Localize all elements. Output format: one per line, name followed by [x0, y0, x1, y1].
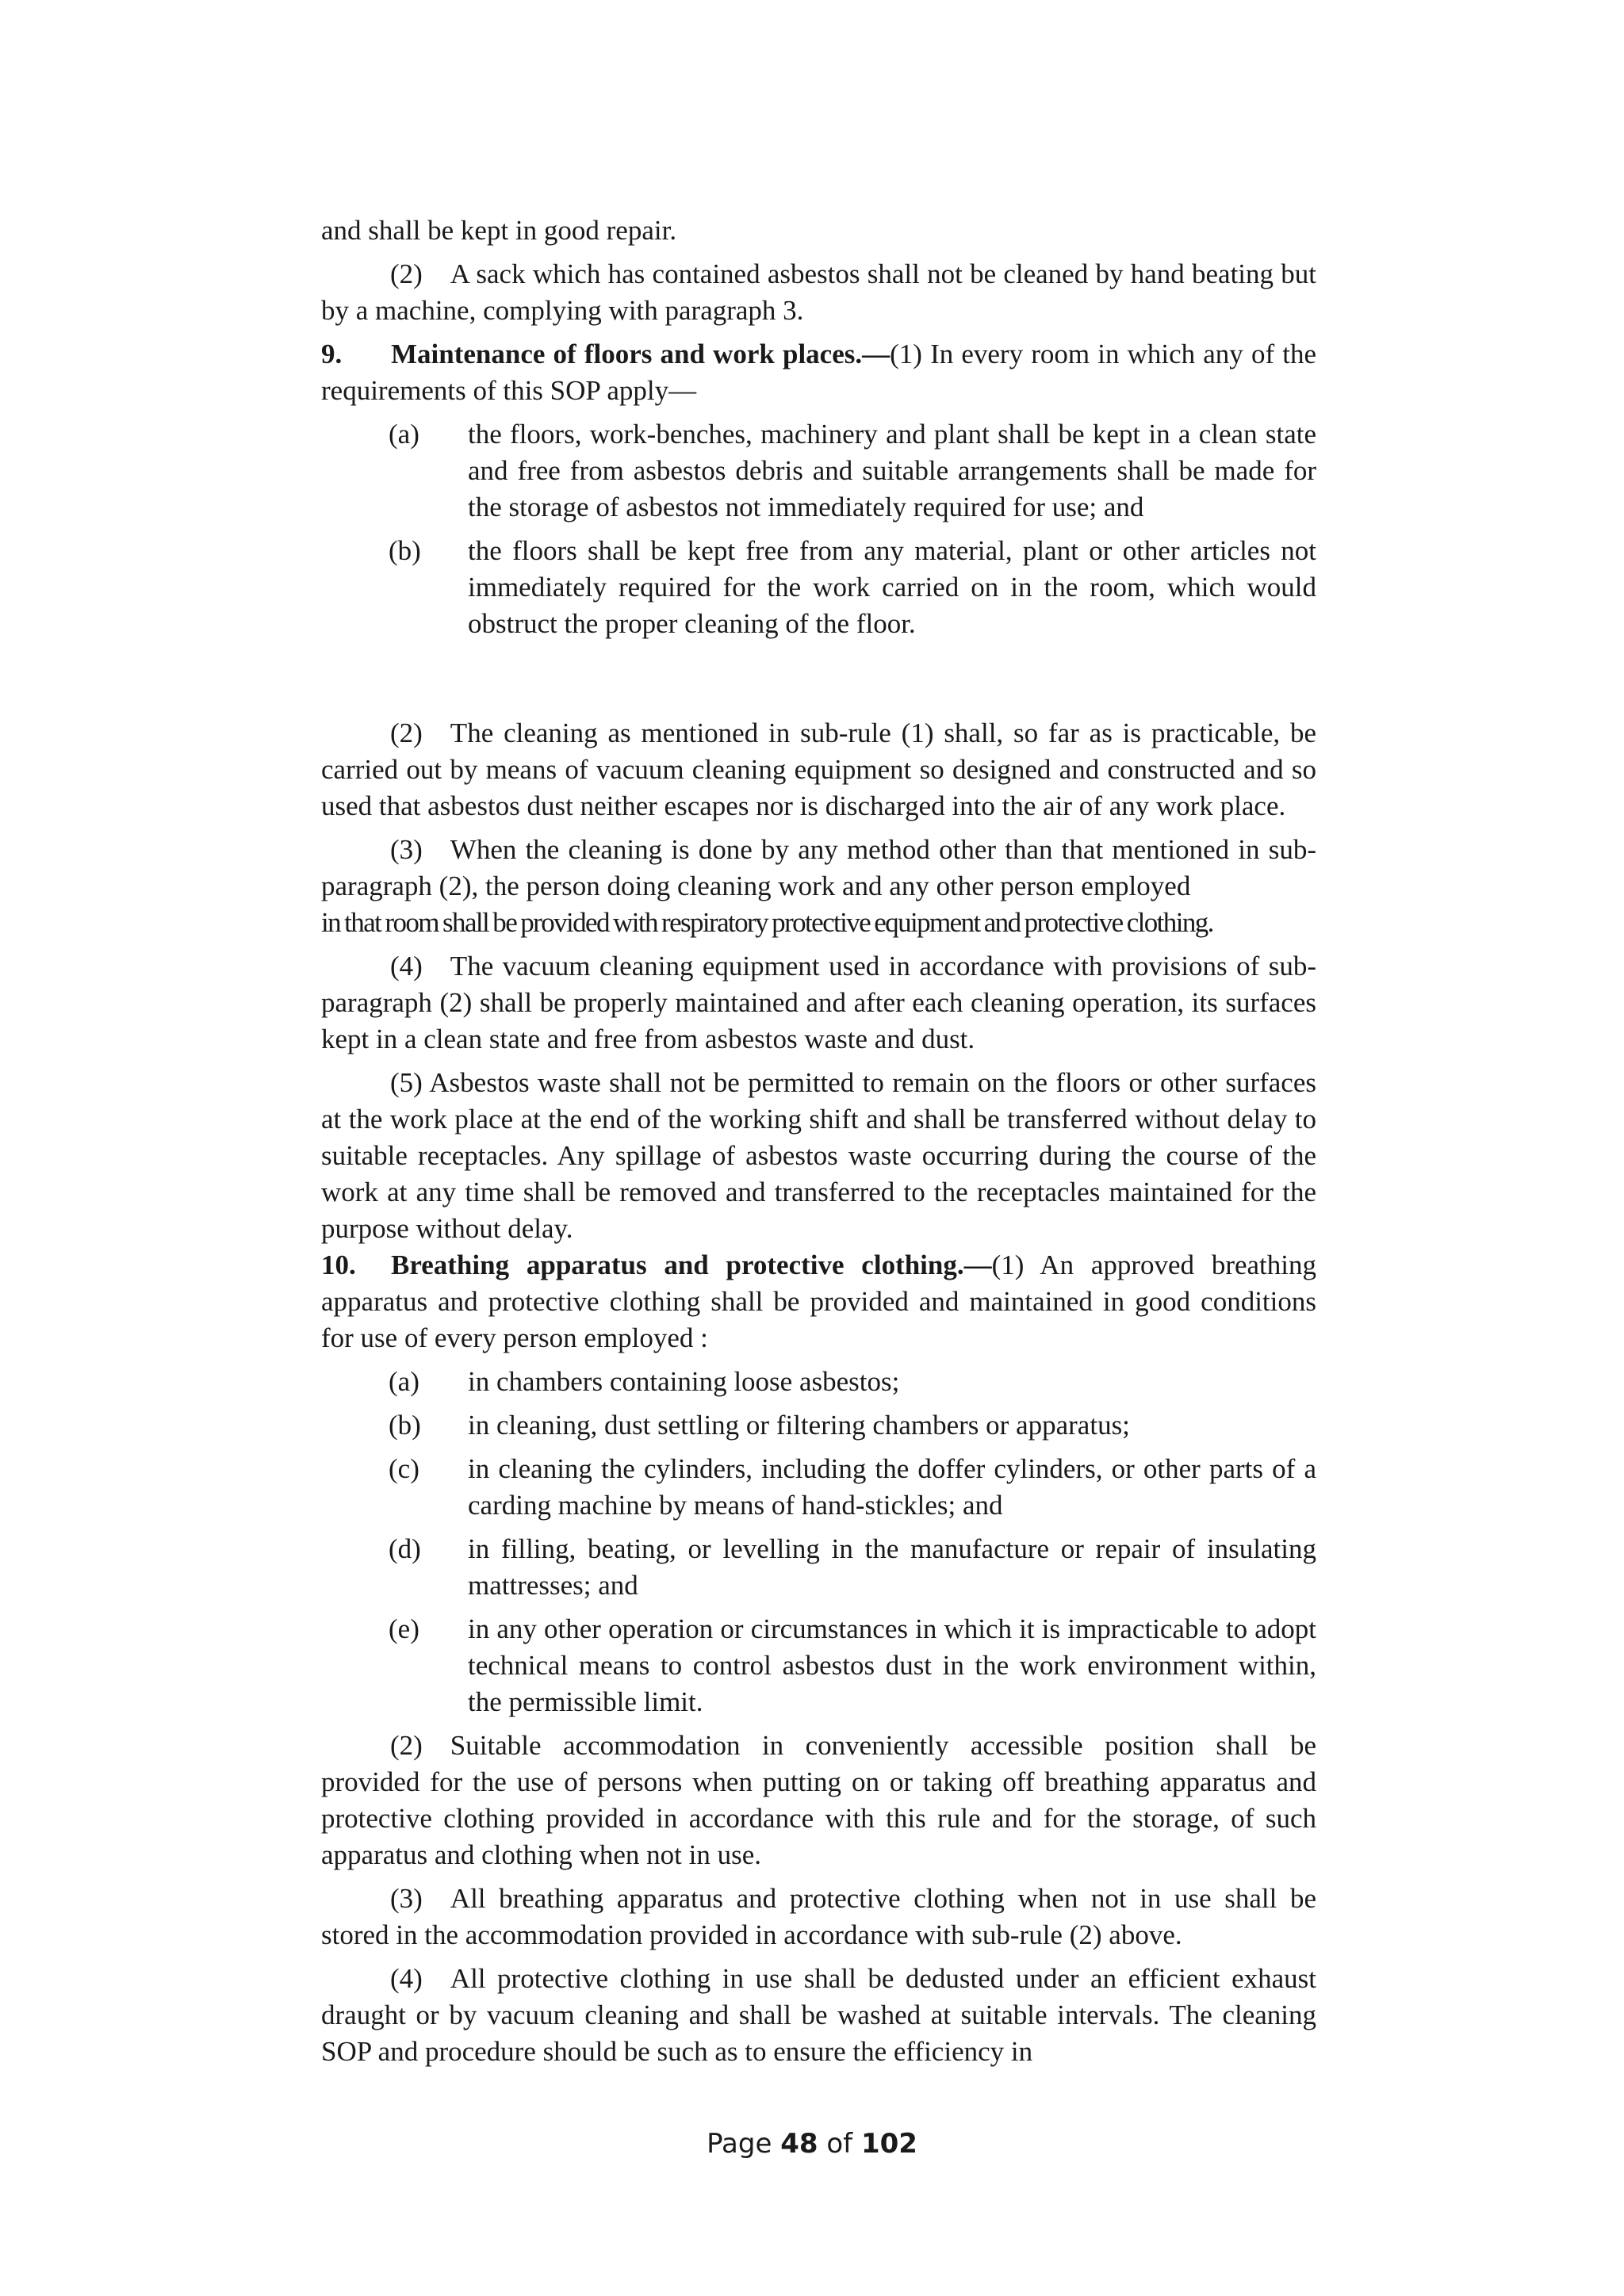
list-item: [321, 533, 1316, 642]
list-item: [321, 1451, 1316, 1524]
item-text: in chambers containing loose asbestos;: [468, 1366, 900, 1397]
item-text: in filling, beating, or levelling in the manufacture or repair of insulating mattresses; and: [468, 1533, 1316, 1601]
item-text: in cleaning the cylinders, including the doffer cylinders, or other parts of a carding machine by means of hand-stickles; and: [468, 1453, 1316, 1521]
paragraph-9-3: (3) When the cleaning is done by any method other than that mentioned in sub-paragraph (2), the person doing cleaning work and any other person employed: [321, 834, 1316, 901]
section-10-title: Breathing apparatus and protective clothing.—: [391, 1249, 992, 1280]
section-9-heading: [321, 336, 1316, 409]
section-10-lead: (1) An approved breathing apparatus and protective clothing shall be provided and maintained in good conditions for use of every person employed :: [321, 1249, 1316, 1353]
item-label: (c): [389, 1453, 419, 1484]
page-number: 48: [780, 2128, 818, 2160]
paragraph-9-2: (2) The cleaning as mentioned in sub-rule (1) shall, so far as is practicable, be carried out by means of vacuum cleaning equipment so designed and constructed and so used that asbestos dust neither escapes nor is discharged into the air of any work place.: [321, 718, 1316, 821]
page-word: Page: [707, 2128, 772, 2160]
item-label: (d): [389, 1533, 421, 1564]
page-footer: [0, 2128, 1624, 2160]
item-text: in any other operation or circumstances in which it is impracticable to adopt technical means to control asbestos dust in the work environment within, the permissible limit.: [468, 1613, 1316, 1717]
item-label: (a): [389, 419, 419, 450]
section-9-title: Maintenance of floors and work places.—: [391, 339, 891, 369]
paragraph-10-3: (3) All breathing apparatus and protective clothing when not in use shall be stored in the accommodation provided in accordance with sub-rule (2) above.: [321, 1883, 1316, 1950]
item-label: (b): [389, 1410, 421, 1441]
list-item: [321, 1611, 1316, 1720]
list-item: [321, 416, 1316, 526]
item-text: in cleaning, dust settling or filtering chambers or apparatus;: [468, 1410, 1130, 1441]
section-10-heading: [321, 1247, 1316, 1357]
intro-line: and shall be kept in good repair.: [321, 215, 677, 246]
list-item: [321, 1531, 1316, 1604]
item-text: the floors shall be kept free from any material, plant or other articles not immediately required for the work carried on in the room, which would obstruct the proper cleaning of the floor.: [468, 535, 1316, 639]
of-word: of: [826, 2128, 853, 2160]
total-pages: 102: [860, 2128, 917, 2160]
item-label: (b): [389, 535, 421, 566]
section-9-number: 9.: [321, 339, 343, 369]
paragraph-10-2: (2) Suitable accommodation in conveniently accessible position shall be provided for the use of persons when putting on or taking off breathing apparatus and protective clothing provided in accordance with this rule and for the storage, of such apparatus and clothing when not in use.: [321, 1730, 1316, 1870]
paragraph-9-5: (5) Asbestos waste shall not be permitted to remain on the floors or other surfaces at the work place at the end of the working shift and shall be transferred without delay to suitable receptacles. Any spillage of asbestos waste occurring during the course of the work at any time shall be removed and transferred to the receptacles maintained for the purpose without delay.: [321, 1067, 1316, 1244]
body-text: [321, 212, 1316, 2077]
paragraph-gap: [321, 649, 1316, 715]
paragraph-10-4: (4) All protective clothing in use shall be dedusted under an efficient exhaust draught or by vacuum cleaning and shall be washed at suitable intervals. The cleaning SOP and procedure should be such as to ensure the efficiency in: [321, 1963, 1316, 2067]
section-10-number: 10.: [321, 1249, 356, 1280]
item-label: (e): [389, 1613, 419, 1644]
list-item: [321, 1364, 1316, 1400]
list-item: [321, 1407, 1316, 1444]
section-9-lead: (1) In every room in which any of the requirements of this SOP apply—: [321, 339, 1316, 406]
paragraph-9-4: (4) The vacuum cleaning equipment used in accordance with provisions of sub-paragraph (2) shall be properly maintained and after each cleaning operation, its surfaces kept in a clean state and free from asbestos waste and dust.: [321, 951, 1316, 1054]
paragraph-9-3-tail: in that room shall be provided with respiratory protective equipment and protective clothing.: [321, 907, 1213, 938]
paragraph-8-2: (2) A sack which has contained asbestos shall not be cleaned by hand beating but by a machine, complying with paragraph 3.: [321, 258, 1316, 326]
item-label: (a): [389, 1366, 419, 1397]
item-text: the floors, work-benches, machinery and plant shall be kept in a clean state and free from asbestos debris and suitable arrangements shall be made for the storage of asbestos not immediately required for use; and: [468, 419, 1316, 522]
